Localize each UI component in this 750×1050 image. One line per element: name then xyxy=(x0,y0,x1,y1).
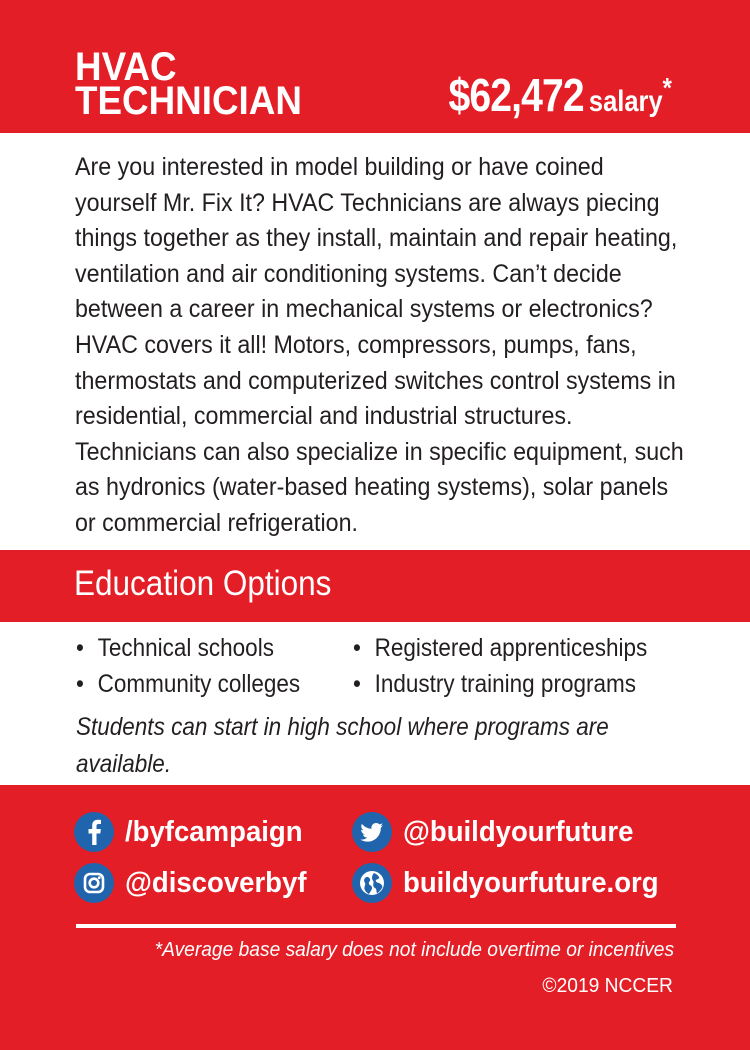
education-option-label: Registered apprenticeships xyxy=(374,634,648,662)
instagram-handle: @discoverbyf xyxy=(125,866,307,899)
instagram-link[interactable] xyxy=(74,863,316,903)
education-note: Students can start in high school where programs are available. xyxy=(76,713,609,778)
education-option xyxy=(76,634,274,663)
instagram-icon xyxy=(74,863,114,903)
education-band xyxy=(0,550,750,622)
job-description: Are you interested in model building or have coined yourself Mr. Fix It? HVAC Technicians are always piecing things together as they install, maintain and repair heating, ventilation and air conditioning systems. Can’t decide between a career in mechanical systems or electronics? HVAC covers it all! Motors, compressors, pumps, fans, thermostats and computerized switches control systems in residential, commercial and industrial structures. Technicians can also specialize in specific equipment, such as hydronics (water-based heating systems), solar panels or commercial refrigeration. xyxy=(75,153,684,537)
copyright: ©2019 NCCER xyxy=(542,975,673,997)
education-heading: Education Options xyxy=(74,564,332,603)
salary-word: salary xyxy=(588,85,663,118)
bullet: • xyxy=(353,634,361,662)
education-option-label: Technical schools xyxy=(97,634,274,662)
facebook-handle: /byfcampaign xyxy=(125,815,303,848)
bullet: • xyxy=(76,634,84,662)
twitter-link[interactable] xyxy=(352,812,646,852)
job-title-line1: HVAC xyxy=(75,45,177,89)
twitter-icon xyxy=(352,812,392,852)
education-option xyxy=(353,670,636,699)
job-title-line2: TECHNICIAN xyxy=(75,79,302,123)
footer-band xyxy=(0,785,750,1050)
salary-amount: $62,472 xyxy=(448,69,584,121)
job-title xyxy=(75,45,302,123)
footer-divider xyxy=(76,924,676,928)
globe-icon xyxy=(352,863,392,903)
bullet: • xyxy=(76,670,84,698)
twitter-handle: @buildyourfuture xyxy=(403,815,634,848)
bullet: • xyxy=(353,670,361,698)
education-option xyxy=(353,634,647,663)
salary xyxy=(449,68,672,122)
education-option-label: Industry training programs xyxy=(374,670,636,698)
facebook-icon xyxy=(74,812,114,852)
education-option xyxy=(76,670,300,699)
education-option-label: Community colleges xyxy=(97,670,301,698)
salary-disclaimer: *Average base salary does not include overtime or incentives xyxy=(154,939,674,961)
website-handle: buildyourfuture.org xyxy=(403,866,659,899)
facebook-link[interactable] xyxy=(74,812,312,852)
salary-asterisk: * xyxy=(662,72,672,103)
website-link[interactable] xyxy=(352,863,672,903)
header-band xyxy=(0,0,750,133)
